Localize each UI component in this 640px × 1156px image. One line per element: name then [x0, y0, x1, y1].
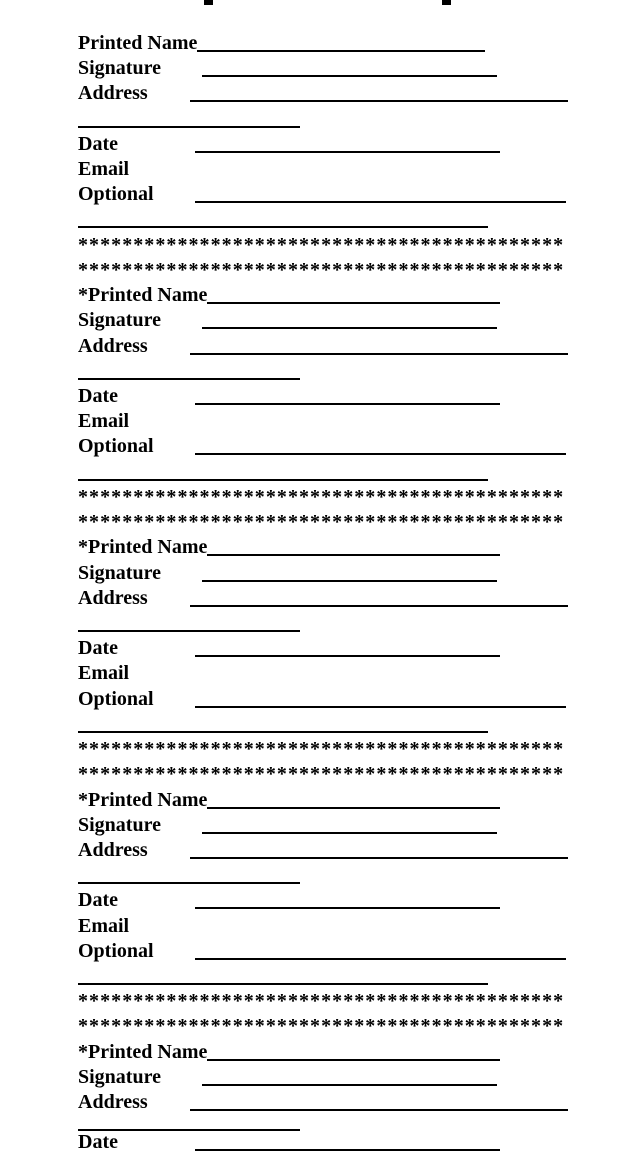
- optional-continuation-blank-line: [78, 983, 488, 985]
- email-label: Email: [78, 662, 130, 685]
- form-row-email: [0, 661, 640, 687]
- optional-label: Optional: [78, 939, 154, 962]
- optional-continuation-blank-line: [78, 226, 488, 228]
- optional-continuation-blank-line: [78, 731, 488, 733]
- cut-off-text-descender: [204, 0, 213, 5]
- optional-blank-line: [195, 201, 566, 203]
- form-row-address-continuation: [0, 107, 640, 133]
- separator-asterisks: ********************************************: [78, 511, 565, 533]
- form-row-separator: [0, 233, 640, 259]
- printed-name-blank-line: [207, 1040, 500, 1061]
- address-blank-line: [190, 353, 568, 355]
- form-row-signature: [0, 813, 640, 839]
- form-row-printed-name: [0, 535, 500, 561]
- address-label: Address: [78, 1091, 148, 1114]
- email-label: Email: [78, 158, 130, 180]
- signature-label: Signature: [78, 561, 161, 584]
- optional-blank-line: [195, 706, 566, 708]
- form-row-separator: [0, 989, 640, 1015]
- signature-blank-line: [202, 580, 497, 582]
- address-label: Address: [78, 334, 148, 357]
- form-row-optional-continuation: [0, 712, 640, 738]
- email-label: Email: [78, 410, 130, 433]
- printed-name-blank-line: [197, 31, 485, 52]
- printed-name-blank-line: [207, 283, 500, 304]
- printed-name-blank-line: [207, 535, 500, 556]
- date-blank-line: [195, 655, 500, 657]
- printed-name-label: *Printed Name: [78, 536, 208, 559]
- signature-label: Signature: [78, 57, 161, 80]
- printed-name-label: Printed Name: [78, 32, 198, 54]
- separator-asterisks: ********************************************: [78, 233, 565, 256]
- printed-name-label: *Printed Name: [78, 1040, 208, 1063]
- printed-name-label: *Printed Name: [78, 788, 208, 811]
- optional-label: Optional: [78, 687, 154, 710]
- form-row-separator: [0, 485, 640, 511]
- address-continuation-blank-line: [78, 378, 300, 380]
- form-row-address: [0, 838, 640, 864]
- form-row-address-continuation: [0, 863, 640, 889]
- form-row-optional-continuation: [0, 964, 640, 990]
- form-row-date: [0, 636, 640, 662]
- address-continuation-blank-line: [78, 630, 300, 632]
- signature-label: Signature: [78, 813, 161, 836]
- separator-asterisks: ********************************************: [78, 485, 565, 508]
- form-row-address: [0, 586, 640, 612]
- form-row-email: [0, 914, 640, 940]
- optional-label: Optional: [78, 183, 154, 206]
- address-label: Address: [78, 586, 148, 609]
- form-row-date: [0, 1130, 640, 1156]
- date-blank-line: [195, 151, 500, 153]
- form-row-optional: [0, 687, 640, 713]
- form-row-optional: [0, 939, 640, 965]
- form-row-date: [0, 384, 640, 410]
- date-blank-line: [195, 403, 500, 405]
- form-row-address: [0, 81, 640, 107]
- separator-asterisks: ********************************************: [78, 990, 565, 1013]
- printed-name-label: *Printed Name: [78, 284, 208, 307]
- optional-label: Optional: [78, 435, 154, 458]
- form-row-signature: [0, 561, 640, 587]
- form-row-optional: [0, 434, 640, 460]
- form-row-signature: [0, 308, 640, 334]
- printed-name-blank-line: [207, 788, 500, 809]
- optional-continuation-blank-line: [78, 479, 488, 481]
- address-continuation-blank-line: [78, 882, 300, 884]
- email-label: Email: [78, 914, 130, 937]
- form-row-printed-name: [0, 283, 500, 309]
- form-row-optional-continuation: [0, 460, 640, 486]
- signature-blank-line: [202, 832, 497, 834]
- form-row-email: [0, 157, 640, 183]
- form-row-separator: [0, 762, 640, 788]
- form-row-address-continuation: [0, 359, 640, 385]
- date-label: Date: [78, 132, 118, 155]
- form-row-separator: [0, 737, 640, 763]
- form-row-printed-name: [0, 31, 485, 57]
- form-row-signature: [0, 56, 640, 82]
- address-blank-line: [190, 100, 568, 102]
- separator-asterisks: ********************************************: [78, 1015, 565, 1038]
- form-row-separator: [0, 510, 640, 536]
- form-row-signature: [0, 1065, 640, 1091]
- address-label: Address: [78, 839, 148, 861]
- address-blank-line: [190, 857, 568, 859]
- cut-off-text-descender: [442, 0, 451, 5]
- form-row-address-continuation: [0, 611, 640, 637]
- form-row-printed-name: [0, 788, 500, 814]
- form-row-date: [0, 888, 640, 914]
- separator-asterisks: ********************************************: [78, 738, 565, 760]
- date-blank-line: [195, 1149, 500, 1151]
- address-label: Address: [78, 82, 148, 105]
- address-continuation-blank-line: [78, 126, 300, 128]
- date-label: Date: [78, 385, 118, 407]
- form-row-printed-name: [0, 1040, 500, 1066]
- address-blank-line: [190, 605, 568, 607]
- form-row-separator: [0, 1014, 640, 1040]
- optional-blank-line: [195, 958, 566, 960]
- form-row-optional-continuation: [0, 207, 640, 233]
- signature-label: Signature: [78, 309, 161, 332]
- signature-blank-line: [202, 327, 497, 329]
- date-blank-line: [195, 907, 500, 909]
- date-label: Date: [78, 637, 118, 660]
- date-label: Date: [78, 1130, 118, 1153]
- signature-blank-line: [202, 1084, 497, 1086]
- form-row-separator: [0, 258, 640, 284]
- form-row-address: [0, 334, 640, 360]
- form-row-optional: [0, 182, 640, 208]
- separator-asterisks: ********************************************: [78, 763, 565, 786]
- date-label: Date: [78, 889, 118, 912]
- signature-label: Signature: [78, 1066, 161, 1088]
- form-row-email: [0, 409, 640, 435]
- optional-blank-line: [195, 453, 566, 455]
- form-row-date: [0, 132, 640, 158]
- separator-asterisks: ********************************************: [78, 258, 565, 281]
- signature-blank-line: [202, 75, 497, 77]
